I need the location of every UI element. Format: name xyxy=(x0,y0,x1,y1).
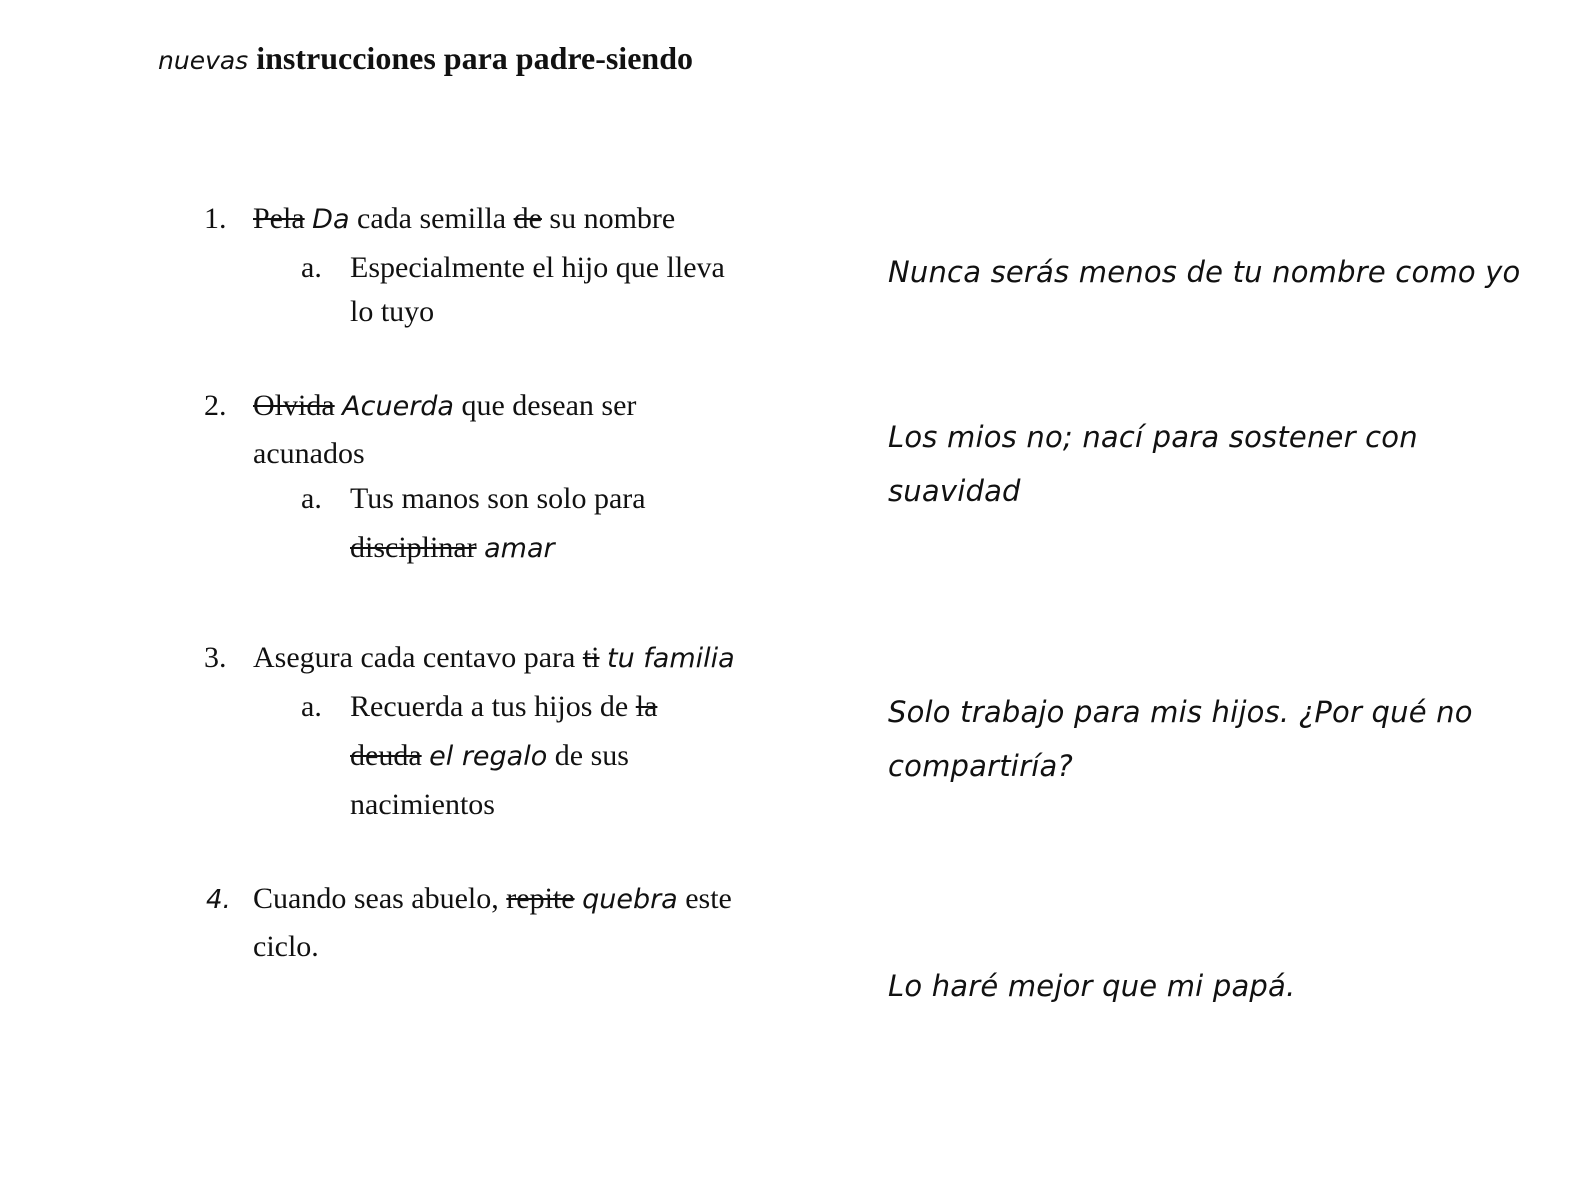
item-1-line-1 xyxy=(253,201,675,238)
item-3a-text-2: de sus xyxy=(554,739,629,772)
item-4-number: 4. xyxy=(206,885,231,915)
item-2-text-1: que desean ser xyxy=(461,389,637,422)
note-4-line-1: Lo haré mejor que mi papá. xyxy=(888,969,1296,1003)
item-2-number: 2. xyxy=(204,389,227,422)
item-4-inserted-word: quebra xyxy=(582,884,678,915)
item-3-inserted-word: tu familia xyxy=(606,643,735,674)
item-2a-letter: a. xyxy=(301,482,322,515)
title-handwritten-word: nuevas xyxy=(158,46,249,75)
note-2-line-2: suavidad xyxy=(888,474,1021,508)
item-3a-line-1 xyxy=(350,689,657,725)
item-1-struck-word-2: de xyxy=(513,202,542,235)
item-1a-line-1: Especialmente el hijo que lleva xyxy=(350,251,725,284)
item-1-text-2: su nombre xyxy=(549,202,676,235)
title-text: instrucciones para padre-siendo xyxy=(256,40,693,76)
item-1a-line-2: lo tuyo xyxy=(350,295,435,328)
item-4-text-2: este xyxy=(685,882,732,915)
item-4-line-2: ciclo. xyxy=(253,930,319,963)
item-1-struck-word: Pela xyxy=(253,202,305,235)
item-3a-line-2 xyxy=(350,738,629,775)
item-1-number: 1. xyxy=(204,202,227,235)
item-2a-struck-word: disciplinar xyxy=(350,531,477,564)
item-2-inserted-word: Acuerda xyxy=(342,391,454,422)
item-2-struck-word: Olvida xyxy=(253,389,335,422)
item-3-text-1: Asegura cada centavo para xyxy=(253,641,576,674)
item-1-inserted-word: Da xyxy=(312,204,350,235)
item-1-text-1: cada semilla xyxy=(357,202,507,235)
note-3-line-2: compartiría? xyxy=(888,749,1074,783)
item-2a-line-1: Tus manos son solo para xyxy=(350,482,646,515)
item-2a-line-2 xyxy=(350,530,555,567)
item-3a-struck-word-2: deuda xyxy=(350,739,422,772)
item-3a-text-1: Recuerda a tus hijos de xyxy=(350,690,629,723)
note-1-line-1: Nunca serás menos de tu nombre como yo xyxy=(888,255,1521,289)
item-3a-line-3: nacimientos xyxy=(350,788,495,821)
item-3a-struck-word: la xyxy=(635,690,658,723)
page-title xyxy=(158,40,693,77)
note-3-line-1: Solo trabajo para mis hijos. ¿Por qué no xyxy=(888,695,1473,729)
item-2-line-1 xyxy=(253,388,636,425)
item-1a-letter: a. xyxy=(301,251,322,284)
item-3-struck-word: ti xyxy=(582,641,600,674)
item-4-text-1: Cuando seas abuelo, xyxy=(253,882,499,915)
item-3-number: 3. xyxy=(204,641,227,674)
item-3-line-1 xyxy=(253,640,735,677)
item-3a-inserted-word: el regalo xyxy=(429,741,548,772)
note-2-line-1: Los mios no; nací para sostener con xyxy=(888,420,1418,454)
item-3a-letter: a. xyxy=(301,690,322,723)
item-2a-inserted-word: amar xyxy=(484,533,555,564)
item-2-line-2: acunados xyxy=(253,437,365,470)
item-4-line-1 xyxy=(253,881,732,918)
item-4-struck-word: repite xyxy=(506,882,575,915)
